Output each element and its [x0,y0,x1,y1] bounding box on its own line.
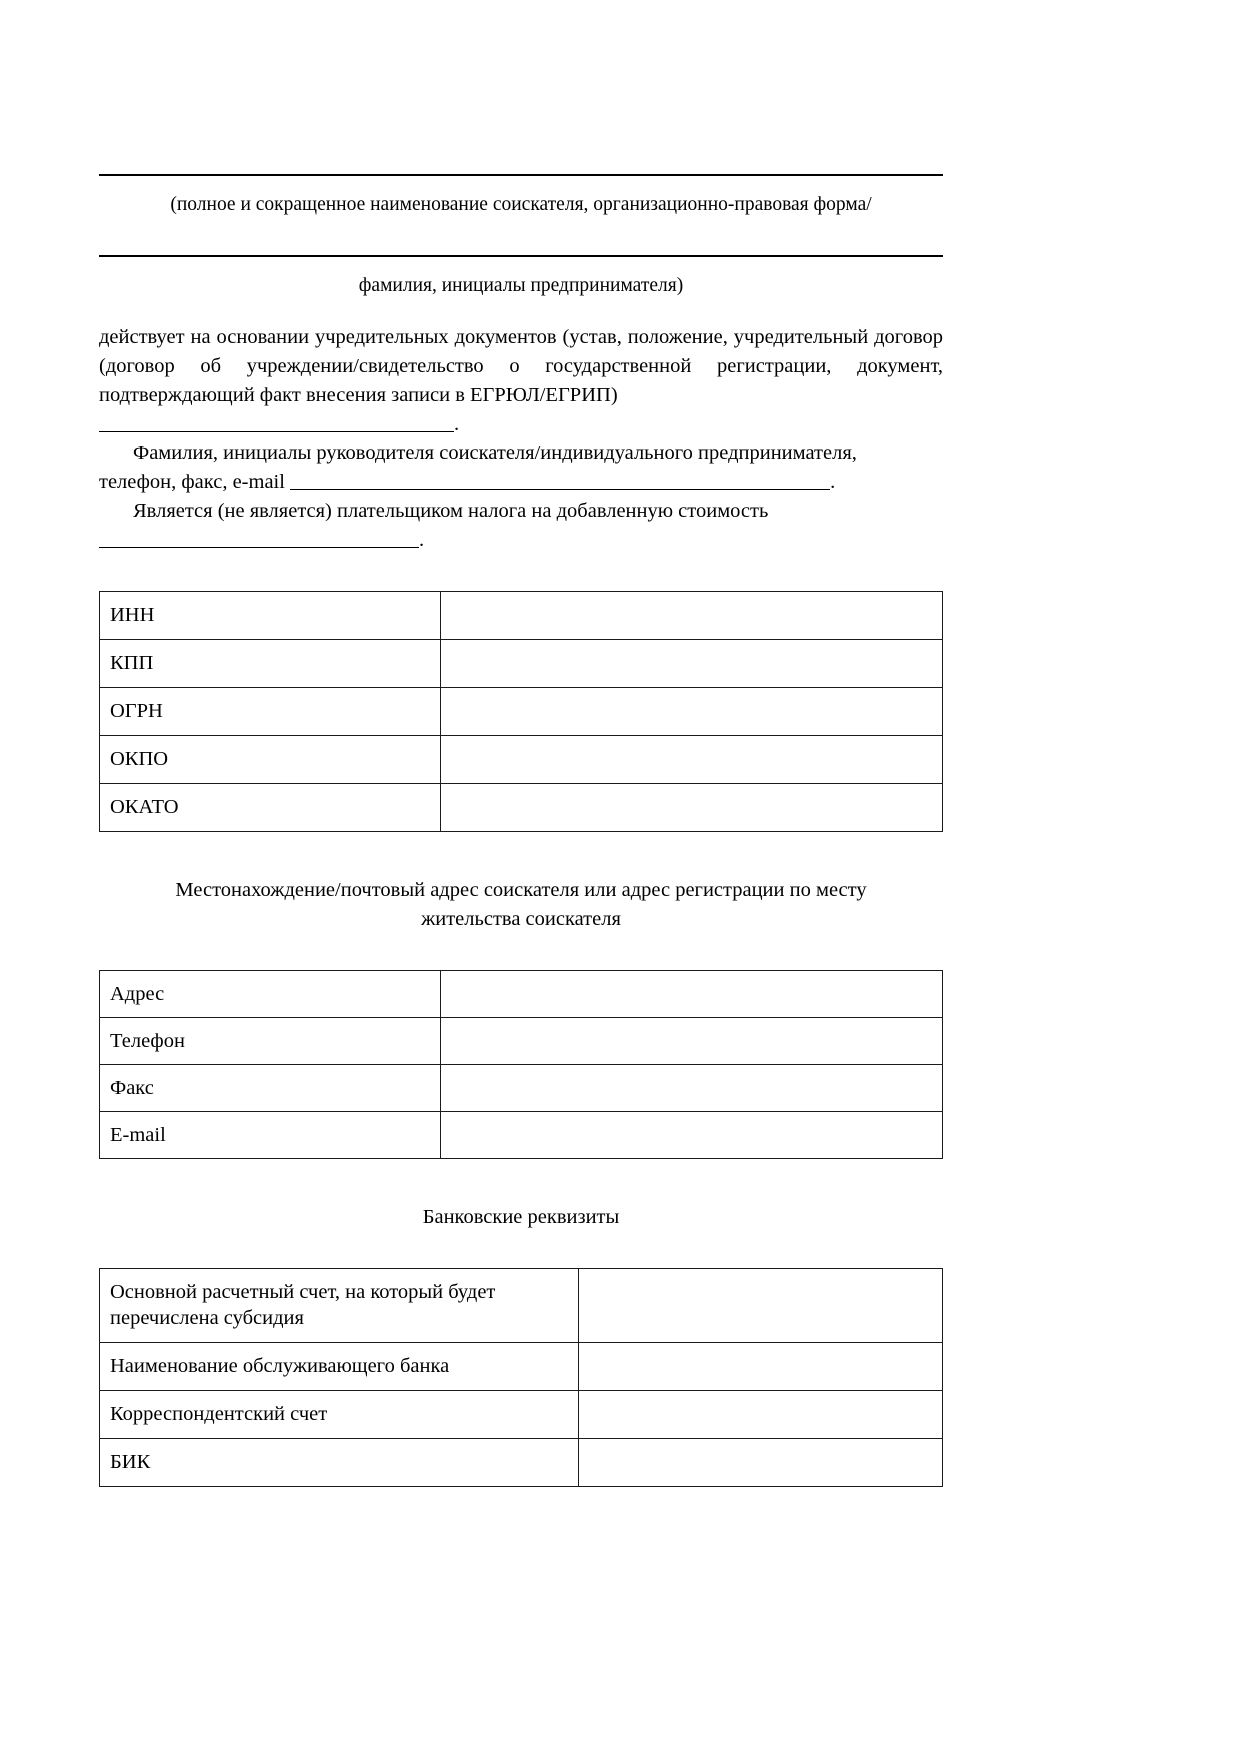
basis-fill-period: . [454,413,460,435]
table-row [100,736,943,784]
address-heading-gap [99,832,943,876]
table-row [100,1112,943,1159]
table-row [100,1018,943,1065]
table-row [100,592,943,640]
document-content [99,0,943,1487]
vat-fill-blank[interactable] [99,529,419,548]
bank-table-gap [99,1232,943,1268]
bik-value[interactable] [579,1439,943,1487]
kpp-label: КПП [100,640,441,688]
table-row [100,784,943,832]
ogrn-value[interactable] [441,688,943,736]
applicant-name-caption: (полное и сокращенное наименование соискателя, организационно-правовая форма/ [170,194,872,215]
codes-table-gap [99,555,943,591]
table-row [100,1065,943,1112]
okpo-label: ОКПО [100,736,441,784]
head-paragraph-line2 [99,468,943,497]
table-row [100,640,943,688]
head-contact-blank[interactable] [290,471,830,490]
head-contact-period: . [830,471,836,493]
head-paragraph-text: Фамилия, инициалы руководителя соискателя/индивидуального предпринимателя, [133,442,857,464]
email-value[interactable] [441,1112,943,1159]
basis-paragraph [99,323,943,410]
address-table-gap [99,934,943,970]
fax-label: Факс [100,1065,441,1112]
table-row [100,971,943,1018]
bank-section-heading: Банковские реквизиты [422,1206,620,1228]
table-row [100,688,943,736]
address-section-heading-line1: Местонахождение/почтовый адрес соискателя или адрес регистрации по месту [175,879,867,901]
basis-fill-blank[interactable] [99,413,454,432]
correspondent-account-value[interactable] [579,1391,943,1439]
signature-gap-1 [99,215,943,255]
table-row [100,1269,943,1343]
bank-name-value[interactable] [579,1343,943,1391]
paragraph-gap [99,295,943,323]
bank-name-label: Наименование обслуживающего банка [100,1343,579,1391]
fax-value[interactable] [441,1065,943,1112]
registration-codes-table [99,591,943,832]
basis-paragraph-text: действует на основании учредительных документов (устав, положение, учредительный договор (договор об учреждении/свидетельство о государственной регистрации, документ, подтверждающий факт внесения записи в ЕГРЮЛ/ЕГРИП) [99,326,943,406]
head-paragraph-line1 [99,439,943,468]
inn-value[interactable] [441,592,943,640]
bank-details-table [99,1268,943,1487]
address-table [99,970,943,1159]
table-row [100,1343,943,1391]
head-contact-label: телефон, факс, e-mail [99,471,285,493]
kpp-value[interactable] [441,640,943,688]
okato-label: ОКАТО [100,784,441,832]
table-row [100,1439,943,1487]
vat-fill-line [99,526,943,555]
bank-heading-gap [99,1159,943,1203]
table-row [100,1391,943,1439]
entrepreneur-name-caption: фамилия, инициалы предпринимателя) [358,274,684,296]
address-value[interactable] [441,971,943,1018]
phone-value[interactable] [441,1018,943,1065]
address-section-heading-line2: жительства соискателя [421,908,621,930]
basis-fill-line [99,410,943,439]
okato-value[interactable] [441,784,943,832]
inn-label: ИНН [100,592,441,640]
okpo-value[interactable] [441,736,943,784]
phone-label: Телефон [100,1018,441,1065]
vat-paragraph-text: Является (не является) плательщиком налога на добавленную стоимость [133,500,769,522]
email-label: E-mail [100,1112,441,1159]
settlement-account-value[interactable] [579,1269,943,1343]
vat-paragraph [99,497,943,526]
address-label: Адрес [100,971,441,1018]
top-margin-spacer [99,0,943,174]
vat-fill-period: . [419,529,425,551]
settlement-account-label: Основной расчетный счет, на который будет перечислена субсидия [100,1269,579,1343]
bik-label: БИК [100,1439,579,1487]
ogrn-label: ОГРН [100,688,441,736]
correspondent-account-label: Корреспондентский счет [100,1391,579,1439]
